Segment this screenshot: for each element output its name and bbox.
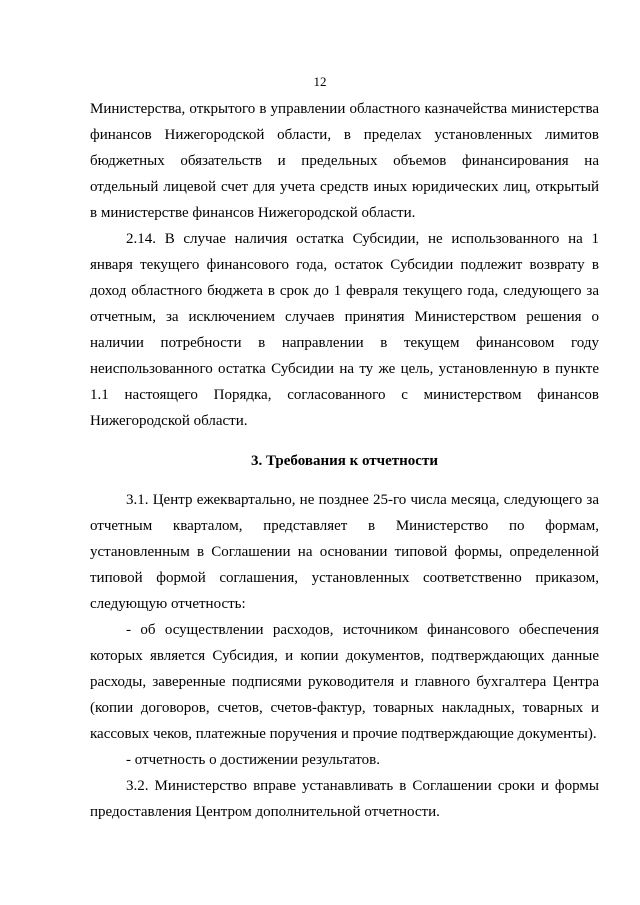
section-heading: 3. Требования к отчетности (251, 453, 438, 469)
paragraph-expenses-report: - об осуществлении расходов, источником финансового обеспечения которых является Субсидия, и копии документов, подтверждающих данные расходы, заверенные подписями руководителя и главного бухгалтера Центра (копии договоров, счетов, счетов-фактур, товарных накладных, товарных и кассовых чеков, платежные поручения и прочие подтверждающие документы). (90, 622, 599, 742)
page-number: 12 (313, 74, 327, 89)
paragraph-block-2 (90, 226, 599, 434)
paragraph-3-2: 3.2. Министерство вправе устанавливать в Соглашении сроки и формы предоставления Центром дополнительной отчетности. (90, 778, 599, 820)
section-heading-block (90, 448, 599, 474)
paragraph-3-1: 3.1. Центр ежеквартально, не позднее 25-го числа месяца, следующего за отчетным кварталом, представляет в Министерство по формам, установленным в Соглашении на основании типовой формы, определенной типовой формой соглашения, установленных соответственно приказом, следующую отчетность: (90, 492, 599, 612)
paragraph-block-3 (90, 487, 599, 825)
paragraph-2-14: 2.14. В случае наличия остатка Субсидии, не использованного на 1 января текущего финансового года, остаток Субсидии подлежит возврату в доход областного бюджета в срок до 1 февраля текущего года, следующего за отчетным, за исключением случаев принятия Министерством решения о наличии потребности в направлении в текущем финансовом году неиспользованного остатка Субсидии на ту же цель, установленную в пункте 1.1 настоящего Порядка, согласованного с министерством финансов Нижегородской области. (90, 231, 599, 429)
paragraph-continuation: Министерства, открытого в управлении областного казначейства министерства финансов Нижегородской области, в пределах установленных лимитов бюджетных обязательств и предельных объемов финансирования на отдельный лицевой счет для учета средств иных юридических лиц, открытый в министерстве финансов Нижегородской области. (90, 101, 599, 221)
paragraph-results-report: - отчетность о достижении результатов. (126, 752, 380, 768)
paragraph-block-1 (90, 96, 599, 226)
